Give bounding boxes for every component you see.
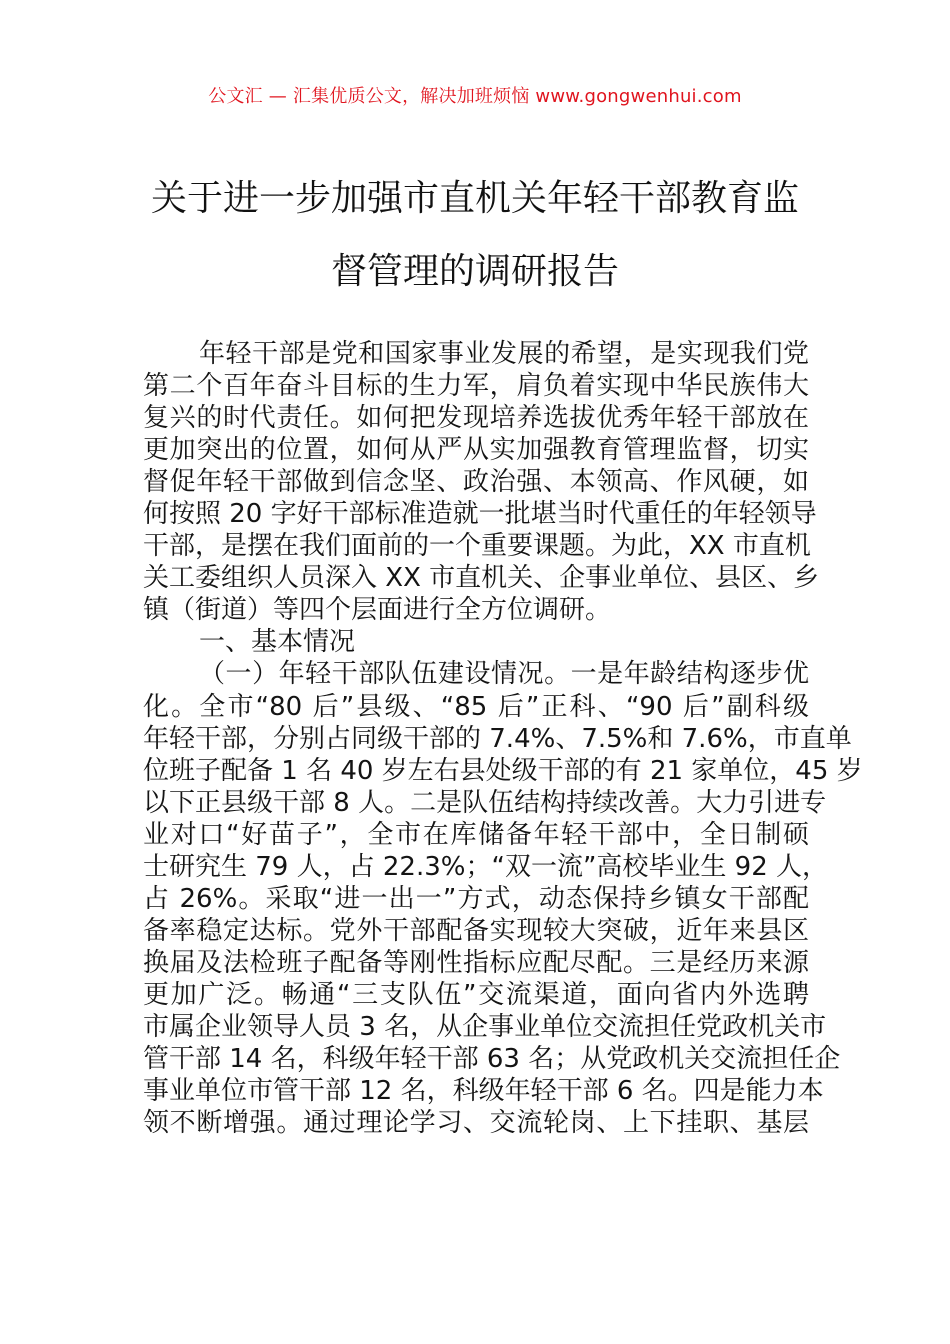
document-title-line-1: 关于进一步加强市直机关年轻干部教育监: [150, 178, 799, 219]
body-text-line: 年轻干部，分别占同级干部的 7.4%、7.5%和 7.6%，市直单: [143, 723, 852, 754]
body-text-line: 领不断增强。通过理论学习、交流轮岗、上下挂职、基层: [143, 1108, 809, 1139]
body-text-line: 占 26%。采取“进一出一”方式，动态保持乡镇女干部配: [143, 883, 809, 914]
body-text-line: 督促年轻干部做到信念坚、政治强、本领高、作风硬，如: [143, 467, 809, 498]
body-text-line: 年轻干部是党和国家事业发展的希望，是实现我们党: [199, 339, 809, 369]
body-text-line: 位班子配备 1 名 40 岁左右县处级干部的有 21 家单位，45 岁: [143, 755, 863, 786]
body-text-line: 备率稳定达标。党外干部配备实现较大突破，近年来县区: [143, 915, 809, 946]
section-heading: 一、基本情况: [199, 627, 356, 658]
body-text-line: 士研究生 79 人，占 22.3%；“双一流”高校毕业生 92 人，: [143, 851, 829, 882]
body-text-line: （一）年轻干部队伍建设情况。一是年龄结构逐步优: [199, 659, 809, 690]
body-text-line: 管干部 14 名，科级年轻干部 63 名；从党政机关交流担任企: [143, 1044, 841, 1075]
body-text-line: 更加突出的位置，如何从严从实加强教育管理监督，切实: [143, 435, 809, 466]
body-text-line: 换届及法检班子配备等刚性指标应配尽配。三是经历来源: [143, 947, 809, 978]
body-text-line: 复兴的时代责任。如何把发现培养选拔优秀年轻干部放在: [143, 403, 809, 434]
body-text-line: 事业单位市管干部 12 名，科级年轻干部 6 名。四是能力本: [143, 1076, 824, 1107]
document-title-line-2: 督管理的调研报告: [330, 251, 619, 292]
body-text-line: 市属企业领导人员 3 名，从企事业单位交流担任党政机关市: [143, 1011, 827, 1042]
body-text-line: 干部，是摆在我们面前的一个重要课题。为此，XX 市直机: [143, 531, 811, 562]
body-text-line: 关工委组织人员深入 XX 市直机关、企事业单位、县区、乡: [143, 563, 820, 594]
body-text-line: 何按照 20 字好干部标准造就一批堪当时代重任的年轻领导: [143, 499, 817, 530]
body-text-line: 镇（街道）等四个层面进行全方位调研。: [143, 595, 612, 626]
document-body: [143, 338, 863, 1139]
body-text-line: 第二个百年奋斗目标的生力军，肩负着实现中华民族伟大: [143, 371, 809, 402]
watermark-banner: 公文汇 — 汇集优质公文，解决加班烦恼 www.gongwenhui.com: [208, 86, 742, 107]
body-text-line: 更加广泛。畅通“三支队伍”交流渠道，面向省内外选聘: [143, 979, 809, 1010]
body-text-line: 化。全市“80 后”县级、“85 后”正科、“90 后”副科级: [143, 691, 809, 722]
body-text-line: 业对口“好苗子”，全市在库储备年轻干部中，全日制硕: [143, 819, 809, 850]
body-text-line: 以下正县级干部 8 人。二是队伍结构持续改善。大力引进专: [143, 787, 827, 818]
